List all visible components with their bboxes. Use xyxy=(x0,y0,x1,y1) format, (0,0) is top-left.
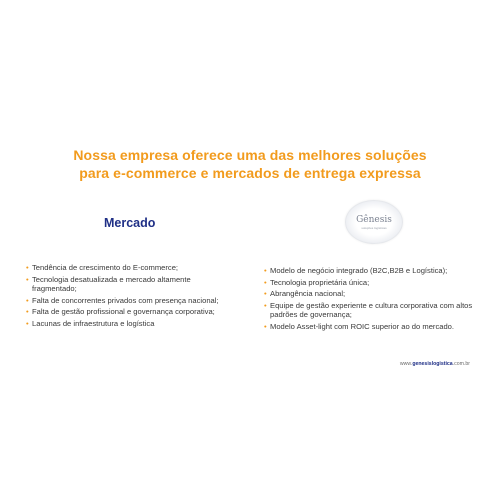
headline-line-1: Nossa empresa oferece uma das melhores soluções xyxy=(73,147,427,163)
bullet-icon: • xyxy=(26,274,29,284)
bullet-icon: • xyxy=(264,322,267,332)
list-item xyxy=(26,307,236,316)
list-item xyxy=(26,275,236,294)
bullet-icon: • xyxy=(26,319,29,329)
website-suffix: .com.br xyxy=(452,361,470,367)
section-title-mercado: Mercado xyxy=(104,216,156,230)
company-point-text: Tecnologia proprietária única; xyxy=(270,277,370,287)
list-item xyxy=(264,322,479,331)
bullet-icon: • xyxy=(264,266,267,275)
website-prefix: www. xyxy=(399,361,413,367)
genesis-logo xyxy=(345,200,403,244)
bullet-icon: • xyxy=(26,263,29,272)
market-point-text: Lacunas de infraestrutura e logística xyxy=(32,319,155,329)
bullet-icon: • xyxy=(264,301,267,311)
company-point-text: Modelo de negócio integrado (B2C,B2B e Logística); xyxy=(270,266,448,275)
market-point-text: Tendência de crescimento do E-commerce; xyxy=(32,263,179,272)
company-points-list xyxy=(264,266,479,334)
list-item xyxy=(26,263,236,272)
logo-name: Gênesis xyxy=(356,214,392,225)
list-item xyxy=(264,278,479,287)
list-item xyxy=(264,301,479,320)
bullet-icon: • xyxy=(26,295,29,305)
bullet-icon: • xyxy=(264,289,267,299)
market-point-text: Falta de gestão profissional e governança corporativa; xyxy=(32,307,215,317)
market-point-text: Tecnologia desatualizada e mercado altamente fragmentado; xyxy=(32,274,191,293)
website-domain: genesislogistica xyxy=(412,361,453,367)
list-item xyxy=(264,266,479,275)
headline-line-2: para e-commerce e mercados de entrega expressa xyxy=(79,165,421,181)
list-item xyxy=(26,296,236,305)
website-link[interactable] xyxy=(400,361,470,367)
bullet-icon: • xyxy=(264,277,267,287)
headline xyxy=(0,146,500,182)
company-point-text: Equipe de gestão experiente e cultura corporativa com altos padrões de governança; xyxy=(270,301,473,320)
company-point-text: Abrangência nacional; xyxy=(270,289,346,299)
list-item xyxy=(26,319,236,328)
market-point-text: Falta de concorrentes privados com presença nacional; xyxy=(32,295,219,305)
list-item xyxy=(264,289,479,298)
company-point-text: Modelo Asset-light com ROIC superior ao do mercado. xyxy=(270,322,455,332)
bullet-icon: • xyxy=(26,307,29,317)
market-points-list xyxy=(26,263,236,331)
logo-tagline: soluções logísticas xyxy=(361,225,387,230)
